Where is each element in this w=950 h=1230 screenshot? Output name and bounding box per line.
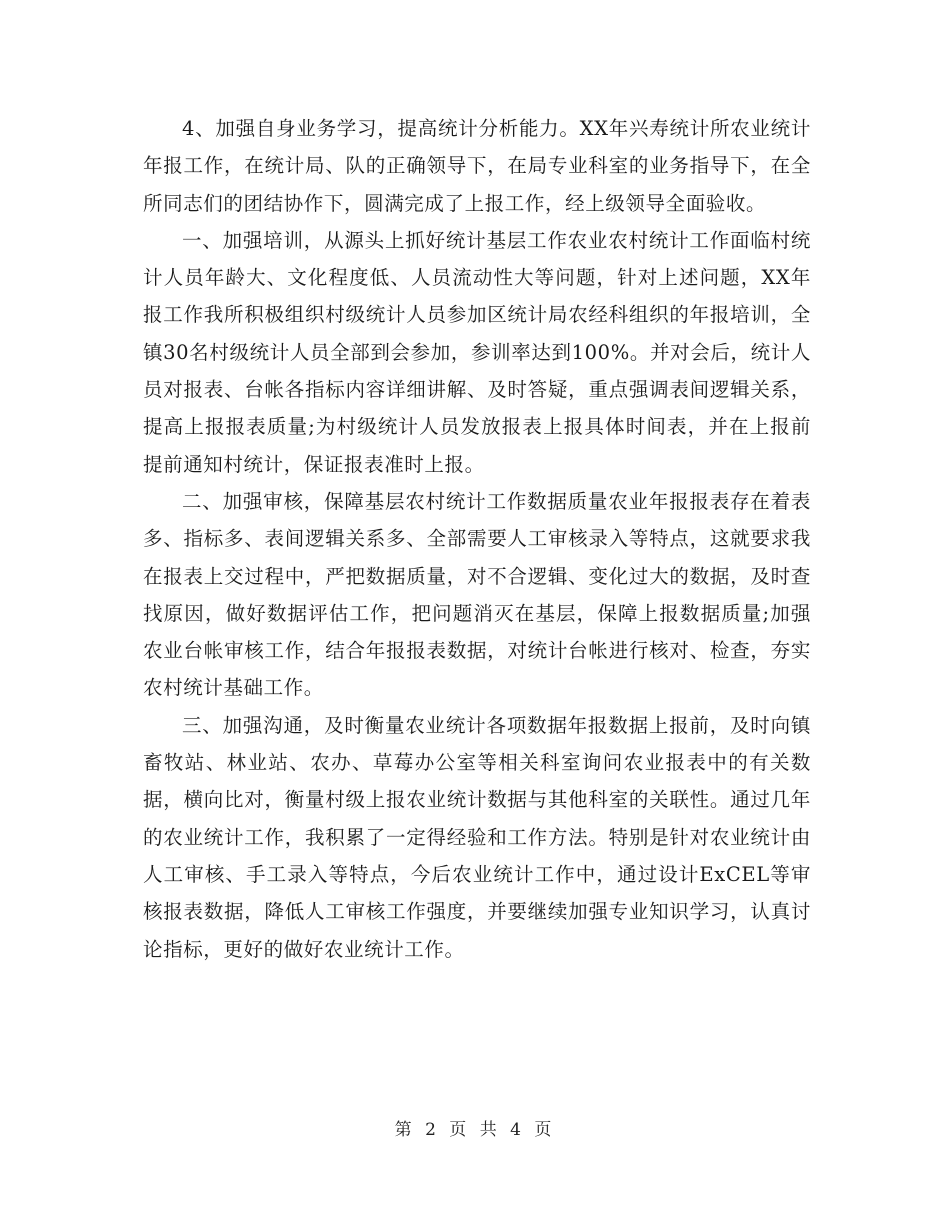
page-number-footer: 第 2 页 共 4 页 bbox=[394, 1120, 556, 1140]
paragraph-training: 一、加强培训，从源头上抓好统计基层工作农业农村统计工作面临村统计人员年龄大、文化程度低、人员流动性大等问题，针对上述问题，XX年报工作我所积极组织村级统计人员参加区统计局农经科组织的年报培训，全镇30名村级统计人员全部到会参加，参训率达到100%。并对会后，统计人员对报表、台帐各指标内容详细讲解、及时答疑，重点强调表间逻辑关系，提高上报报表质量;为村级统计人员发放报表上报具体时间表，并在上报前提前通知村统计，保证报表准时上报。 bbox=[143, 228, 811, 476]
document-body bbox=[143, 110, 811, 968]
paragraph-study: 4、加强自身业务学习，提高统计分析能力。XX年兴寿统计所农业统计年报工作，在统计局、队的正确领导下，在局专业科室的业务指导下，在全所同志们的团结协作下，圆满完成了上报工作，经上级领导全面验收。 bbox=[143, 117, 811, 215]
paragraph-communication: 三、加强沟通，及时衡量农业统计各项数据年报数据上报前，及时向镇畜牧站、林业站、农办、草莓办公室等相关科室询问农业报表中的有关数据，横向比对，衡量村级上报农业统计数据与其他科室的关联性。通过几年的农业统计工作，我积累了一定得经验和工作方法。特别是针对农业统计由人工审核、手工录入等特点，今后农业统计工作中，通过设计ExCEL等审核报表数据，降低人工审核工作强度，并要继续加强专业知识学习，认真讨论指标，更好的做好农业统计工作。 bbox=[143, 713, 811, 961]
paragraph-review: 二、加强审核，保障基层农村统计工作数据质量农业年报报表存在着表多、指标多、表间逻辑关系多、全部需要人工审核录入等特点，这就要求我在报表上交过程中，严把数据质量，对不合逻辑、变化过大的数据，及时查找原因，做好数据评估工作，把问题消灭在基层，保障上报数据质量;加强农业台帐审核工作，结合年报报表数据，对统计台帐进行核对、检查，夯实农村统计基础工作。 bbox=[143, 489, 811, 700]
